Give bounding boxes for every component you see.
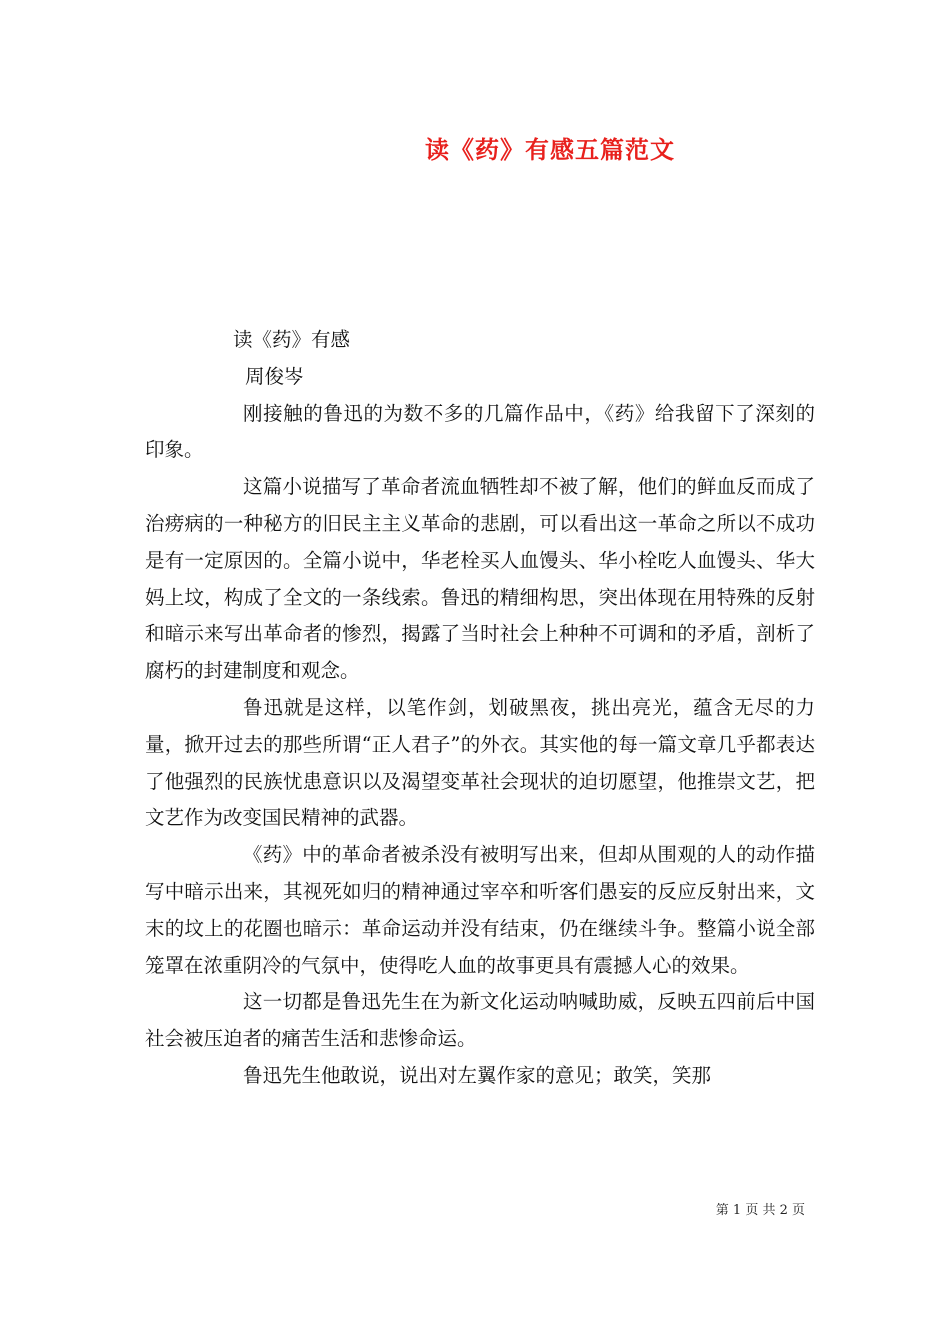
document-body <box>145 322 815 1095</box>
paragraph: 刚接触的鲁迅的为数不多的几篇作品中，《药》给我留下了深刻的印象。 <box>145 401 815 462</box>
paragraph: 鲁迅就是这样，以笔作剑，划破黑夜，挑出亮光，蕴含无尽的力量，掀开过去的那些所谓“正人君子”的外衣。其实他的每一篇文章几乎都表达了他强烈的民族忧患意识以及渴望变革社会现状的迫切愿望，他推崇文艺，把文艺作为改变国民精神的武器。 <box>145 695 815 830</box>
page-number: 第 1 页 共 2 页 <box>715 1203 805 1218</box>
document-title: 读《药》有感五篇范文 <box>425 135 675 164</box>
essay-author: 周俊岑 <box>245 364 304 388</box>
essay-heading: 读《药》有感 <box>233 328 351 351</box>
paragraph: 《药》中的革命者被杀没有被明写出来，但却从围观的人的动作描写中暗示出来，其视死如归的精神通过宰卒和听客们愚妄的反应反射出来，文末的坟上的花圈也暗示：革命运动并没有结束，仍在继续斗争。整篇小说全部笼罩在浓重阴冷的气氛中，使得吃人血的故事更具有震撼人心的效果。 <box>145 843 815 977</box>
paragraph: 这篇小说描写了革命者流血牺牲却不被了解，他们的鲜血反而成了治痨病的一种秘方的旧民主主义革命的悲剧，可以看出这一革命之所以不成功是有一定原因的。全篇小说中，华老栓买人血馒头、华小栓吃人血馒头、华大妈上坟，构成了全文的一条线索。鲁迅的精细构思，突出体现在用特殊的反射和暗示来写出革命者的惨烈，揭露了当时社会上种种不可调和的矛盾，剖析了腐朽的封建制度和观念。 <box>145 475 815 683</box>
paragraph: 鲁迅先生他敢说，说出对左翼作家的意见；敢笑，笑那 <box>243 1063 712 1087</box>
paragraph: 这一切都是鲁迅先生在为新文化运动呐喊助威，反映五四前后中国社会被压迫者的痛苦生活和悲惨命运。 <box>145 990 815 1051</box>
